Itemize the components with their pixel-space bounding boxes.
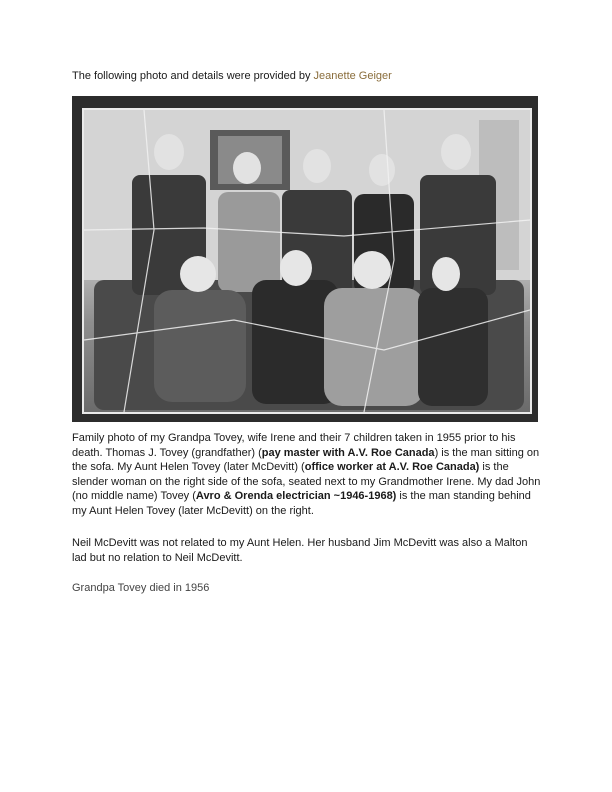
provider-name: Jeanette Geiger — [313, 70, 392, 82]
photo-illustration — [84, 110, 530, 412]
p1-text-4: is the man standing behind my Aunt Helen Tovey (later McDevitt) on the right. — [72, 490, 531, 517]
paragraph-death-year: Grandpa Tovey died in 1956 — [72, 582, 210, 594]
p1-bold-2: office worker at A.V. Roe Canada) — [304, 461, 480, 473]
p1-text-3: is the slender woman on the right side of the sofa, seated next to my Grandmother Irene. My dad John (no middle name) Tovey ( — [72, 461, 541, 502]
p1-text-1: Family photo of my Grandpa Tovey, wife Irene and their 7 children taken in 1955 prior to his death. Thomas J. Tovey (grandfather) ( — [72, 432, 516, 459]
family-photo-image — [82, 108, 532, 414]
paragraph-neil-mcdevitt: Neil McDevitt was not related to my Aunt Helen. Her husband Jim McDevitt was also a Malton lad but no relation to Neil McDevitt. — [72, 537, 528, 564]
paragraph-family-photo — [72, 431, 542, 518]
p1-bold-1: pay master with A.V. Roe Canada — [261, 446, 435, 459]
intro-text: The following photo and details were provided by — [72, 70, 314, 82]
family-photo — [72, 96, 538, 422]
p1-text-2: ) is the man sitting on the sofa. My Aunt Helen Tovey (later McDevitt) ( — [72, 446, 540, 473]
p1-bold-3: Avro & Orenda electrician ~1946-1968) — [195, 490, 397, 502]
intro-line — [72, 69, 542, 83]
